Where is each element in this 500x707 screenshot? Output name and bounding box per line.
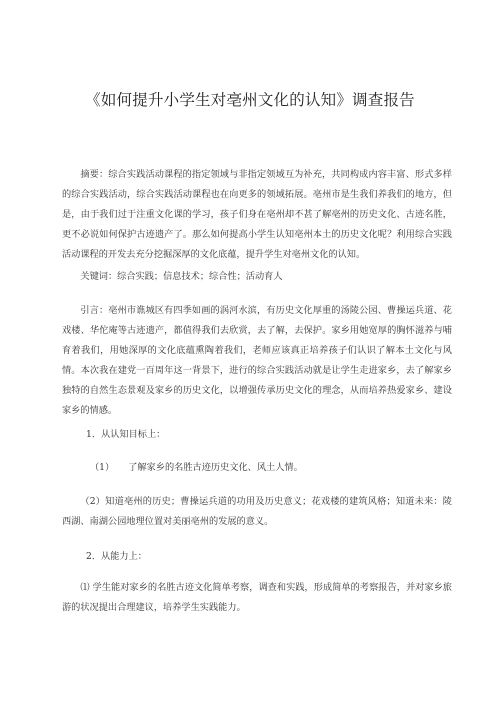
section-heading-ability: 2．从能力上： [86,551,147,562]
list-item: ⑴ 学生能对家乡的名胜古迹文化简单考察，调查和实践，形成简单的考察报告，并对家乡旅游的状况提出合理建议，培养学生实践能力。 [62,582,452,613]
abstract-paragraph: 摘要：综合实践活动课程的指定领域与非指定领域互为补充，共同构成内容丰富、形式多样的综合实践活动，综合实践活动课程也在向更多的领域拓展。亳州市是生我们养我们的地方，但是，由于我们过于注重文化课的学习，孩子们身在亳州却不甚了解亳州的历史文化、古迹名胜，更不必说如何保护古迹遗产了。那么如何提高小学生认知亳州本土的历史文化呢？利用综合实践活动课程的开发去充分挖掘深厚的文化底蕴，提升学生对亳州文化的认知。 [62,169,452,260]
keywords-paragraph: 关键词：综合实践；信息技术；综合性；活动育人 [80,271,283,282]
list-item [90,458,450,478]
list-item: （2）知道亳州的历史；曹操运兵道的功用及历史意义；花戏楼的建筑风格；知道未来：陵西湖、南湖公园地理位置对美丽亳州的发展的意义。 [62,496,452,527]
section-heading-cognitive: 1．从认知目标上： [86,429,166,440]
list-item-number: （1） [90,462,115,473]
document-title: 《如何提升小学生对亳州文化的认知》调查报告 [85,91,415,109]
list-item-text: 了解家乡的名胜古迹历史文化、风土人情。 [128,462,303,473]
intro-paragraph: 引言：亳州市谯城区有四季如画的涡河水滨，有历史文化厚重的汤陵公园、曹操运兵道、花戏楼、华佗庵等古迹遗产，都值得我们去欣赏，去了解，去保护。家乡用她宽厚的胸怀滋养与哺育着我们，用她深厚的文化底蕴熏陶着我们，老师应该真正培养孩子们认识了解本土文化与风情。本次我在建党一百周年这一背景下，进行的综合实践活动就是让学生走进家乡，去了解家乡独特的自然生态景观及家乡的历史文化，以增强传承历史文化的理念，从而培养热爱家乡、建设家乡的情感。 [62,305,452,416]
